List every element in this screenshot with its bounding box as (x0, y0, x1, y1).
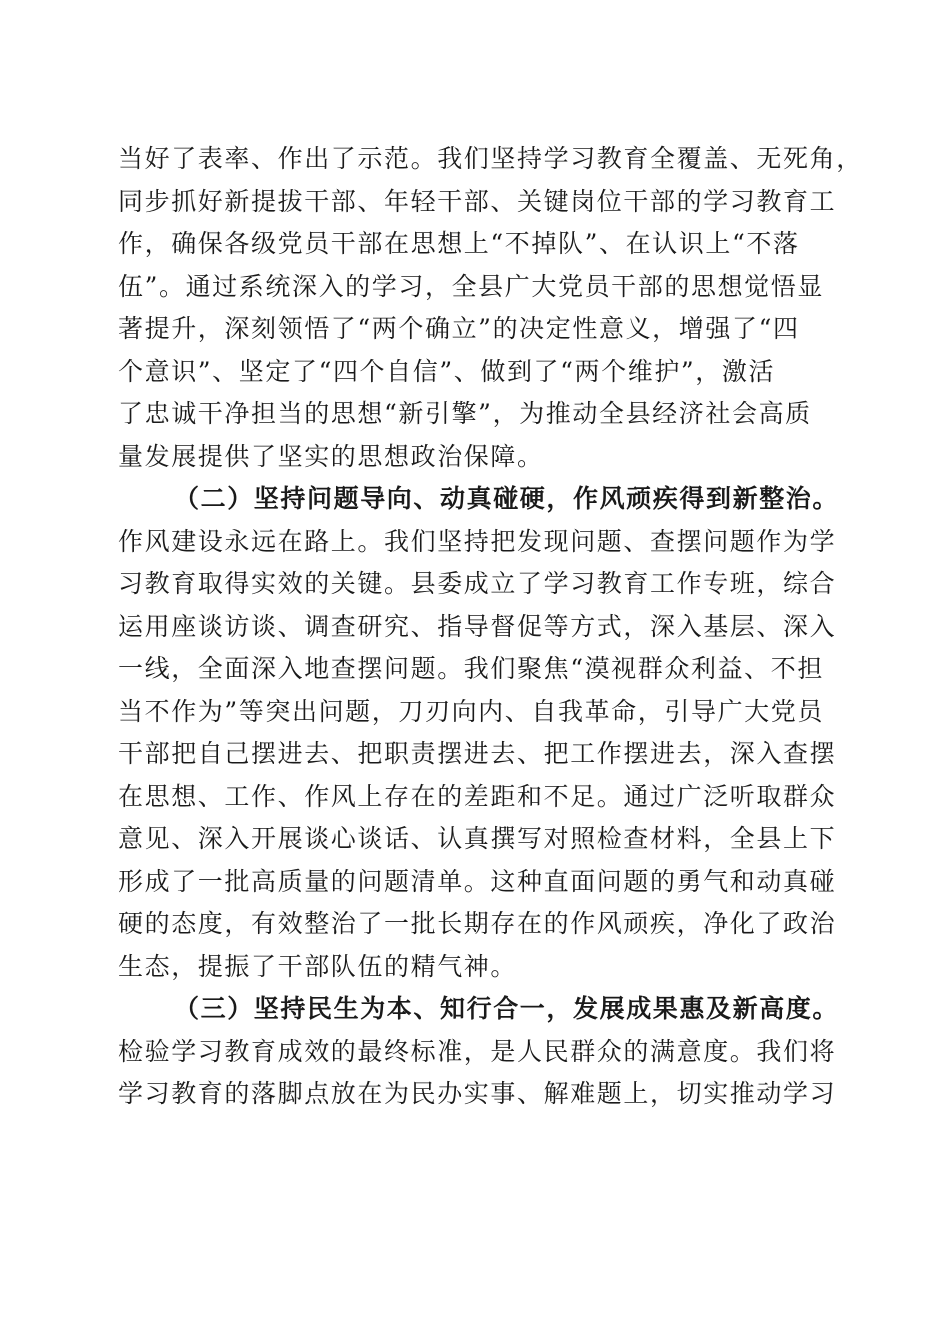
paragraph-line: 学习教育的落脚点放在为民办实事、解难题上，切实推动学习 (118, 1079, 837, 1108)
paragraph-line: 当不作为”等突出问题，刀刃向内、自我革命，引导广大党员 (118, 696, 824, 726)
paragraph-line: 著提升，深刻领悟了“两个确立”的决定性意义，增强了“四 (118, 314, 800, 343)
paragraph-line: 生态，提振了干部队伍的精气神。 (118, 951, 518, 981)
paragraph-1 (118, 138, 863, 478)
section-heading: （三）坚持民生为本、知行合一，发展成果惠及新高度。 (174, 994, 840, 1023)
paragraph-line: 量发展提供了坚实的思想政治保障。 (118, 441, 544, 471)
paragraph-line: 干部把自己摆进去、把职责摆进去、把工作摆进去，深入查摆 (118, 739, 837, 768)
section-3 (118, 988, 840, 1116)
section-2 (118, 478, 840, 988)
paragraph-line: 伍”。通过系统深入的学习，全县广大党员干部的思想觉悟显 (118, 271, 824, 301)
paragraph-line: 意见、深入开展谈心谈话、认真撰写对照检查材料，全县上下 (118, 824, 837, 853)
paragraph-line: 了忠诚干净担当的思想“新引擎”，为推动全县经济社会高质 (118, 399, 812, 428)
document-body (118, 138, 863, 1116)
paragraph-line: 当好了表率、作出了示范。我们坚持学习教育全覆盖、无死角， (118, 144, 863, 173)
paragraph-line: 在思想、工作、作风上存在的差距和不足。通过广泛听取群众 (118, 781, 837, 811)
paragraph-line: 习教育取得实效的关键。县委成立了学习教育工作专班，综合 (118, 569, 837, 598)
paragraph-line: 运用座谈访谈、调查研究、指导督促等方式，深入基层、深入 (118, 611, 837, 641)
paragraph-line: 形成了一批高质量的问题清单。这种直面问题的勇气和动真碰 (118, 866, 837, 896)
paragraph-line: 个意识”、坚定了“四个自信”、做到了“两个维护”，激活 (118, 356, 776, 386)
section-heading: （二）坚持问题导向、动真碰硬，作风顽疾得到新整治。 (174, 484, 840, 513)
paragraph-line: 硬的态度，有效整治了一批长期存在的作风顽疾，净化了政治 (118, 909, 837, 938)
paragraph-line: 作，确保各级党员干部在思想上“不掉队”、在认识上“不落 (118, 229, 800, 258)
paragraph-line: 一线，全面深入地查摆问题。我们聚焦“漠视群众利益、不担 (118, 654, 824, 683)
paragraph-line: 作风建设永远在路上。我们坚持把发现问题、查摆问题作为学 (118, 526, 837, 556)
paragraph-line: 同步抓好新提拔干部、年轻干部、关键岗位干部的学习教育工 (118, 186, 837, 216)
paragraph-line: 检验学习教育成效的最终标准，是人民群众的满意度。我们将 (118, 1036, 837, 1066)
